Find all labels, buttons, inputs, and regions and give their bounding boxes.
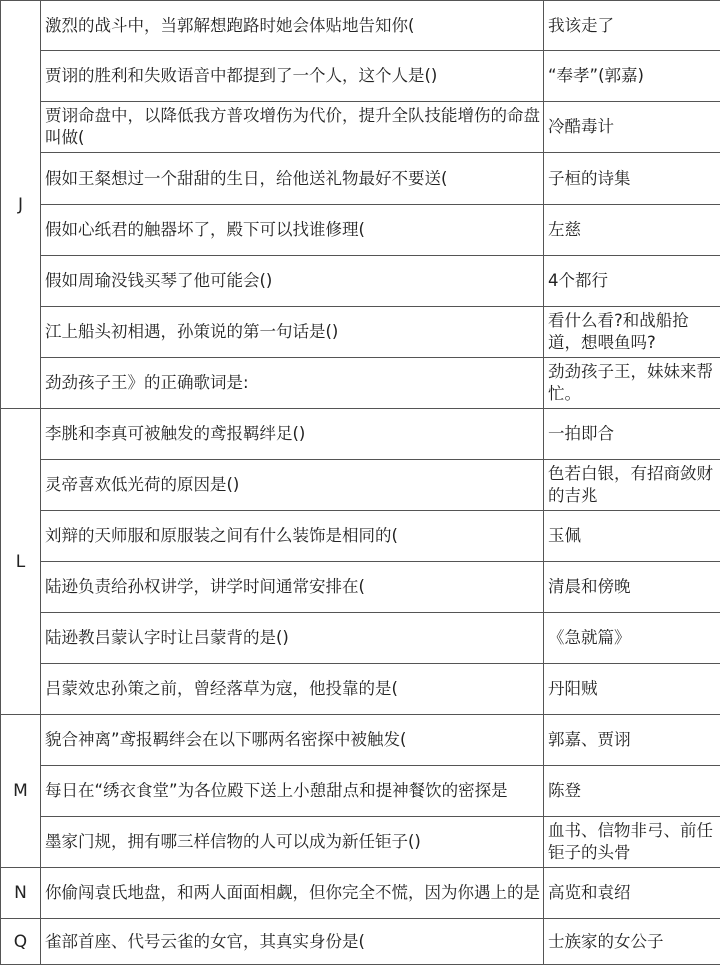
answer-cell: 高览和袁绍	[544, 868, 720, 919]
answer-cell: 子桓的诗集	[544, 153, 720, 205]
question-cell: 激烈的战斗中，当郭解想跑路时她会体贴地告知你(	[41, 1, 544, 51]
answer-cell: 丹阳贼	[544, 664, 720, 715]
table-row	[1, 205, 720, 256]
table-row	[1, 102, 720, 153]
table-row	[1, 256, 720, 307]
question-cell: 假如王粲想过一个甜甜的生日，给他送礼物最好不要送(	[41, 153, 544, 205]
question-cell: 假如周瑜没钱买琴了他可能会()	[41, 256, 544, 307]
table-row	[1, 868, 720, 919]
table-row	[1, 562, 720, 613]
table-row	[1, 51, 720, 102]
table-row	[1, 919, 720, 965]
question-cell: 江上船头初相遇，孙策说的第一句话是()	[41, 307, 544, 358]
answer-cell: 清晨和傍晚	[544, 562, 720, 613]
answer-cell: 我该走了	[544, 1, 720, 51]
answer-cell: 左慈	[544, 205, 720, 256]
question-cell: 劲劲孩子王》的正确歌词是:	[41, 358, 544, 409]
question-cell: 灵帝喜欢低光荷的原因是()	[41, 460, 544, 511]
table-row	[1, 664, 720, 715]
question-cell: 雀部首座、代号云雀的女官，其真实身份是(	[41, 919, 544, 965]
table-row	[1, 715, 720, 766]
answer-cell: 陈登	[544, 766, 720, 817]
question-cell: 假如心纸君的触器坏了，殿下可以找谁修理(	[41, 205, 544, 256]
question-cell: 李朓和李真可被触发的鸢报羁绊足()	[41, 409, 544, 460]
table-row	[1, 1, 720, 51]
group-letter-l: L	[1, 409, 41, 715]
group-letter-m: M	[1, 715, 41, 868]
answer-cell: 看什么看?和战船抢道，想喂鱼吗?	[544, 307, 720, 358]
question-cell: 墨家门规，拥有哪三样信物的人可以成为新任钜子()	[41, 817, 544, 868]
answer-cell: 劲劲孩子王，妹妹来帮忙。	[544, 358, 720, 409]
table-row	[1, 153, 720, 205]
table-row	[1, 409, 720, 460]
answer-cell: 玉佩	[544, 511, 720, 562]
table-row	[1, 817, 720, 868]
answer-cell: 4个都行	[544, 256, 720, 307]
answer-cell: 一拍即合	[544, 409, 720, 460]
answer-cell: 血书、信物非弓、前任钜子的头骨	[544, 817, 720, 868]
question-cell: 貌合神离”鸢报羁绊会在以下哪两名密探中被触发(	[41, 715, 544, 766]
question-cell: 你偷闯袁氏地盘，和两人面面相觑，但你完全不慌，因为你遇上的是	[41, 868, 544, 919]
question-cell: 陆逊负责给孙权讲学，讲学时间通常安排在(	[41, 562, 544, 613]
answer-cell: 色若白银，有招商敛财的吉兆	[544, 460, 720, 511]
table-row	[1, 307, 720, 358]
answer-cell: 冷酷毒计	[544, 102, 720, 153]
group-letter-n: N	[1, 868, 41, 919]
question-cell: 陆逊教吕蒙认字时让吕蒙背的是()	[41, 613, 544, 664]
group-letter-q: Q	[1, 919, 41, 965]
question-cell: 贾诩的胜利和失败语音中都提到了一个人，这个人是()	[41, 51, 544, 102]
question-cell: 吕蒙效忠孙策之前，曾经落草为寇，他投靠的是(	[41, 664, 544, 715]
question-cell: 贾诩命盘中，以降低我方普攻增伤为代价，提升全队技能增伤的命盘叫做(	[41, 102, 544, 153]
answer-cell: “奉孝”(郭嘉)	[544, 51, 720, 102]
table-row	[1, 460, 720, 511]
table-row	[1, 613, 720, 664]
question-cell: 每日在“绣衣食堂”为各位殿下送上小憩甜点和提神餐饮的密探是	[41, 766, 544, 817]
table-row	[1, 766, 720, 817]
answer-cell: 士族家的女公子	[544, 919, 720, 965]
answer-cell: 《急就篇》	[544, 613, 720, 664]
group-letter-j: J	[1, 1, 41, 409]
answer-cell: 郭嘉、贾诩	[544, 715, 720, 766]
question-cell: 刘辩的天师服和原服装之间有什么装饰是相同的(	[41, 511, 544, 562]
table-row	[1, 511, 720, 562]
table-row	[1, 358, 720, 409]
